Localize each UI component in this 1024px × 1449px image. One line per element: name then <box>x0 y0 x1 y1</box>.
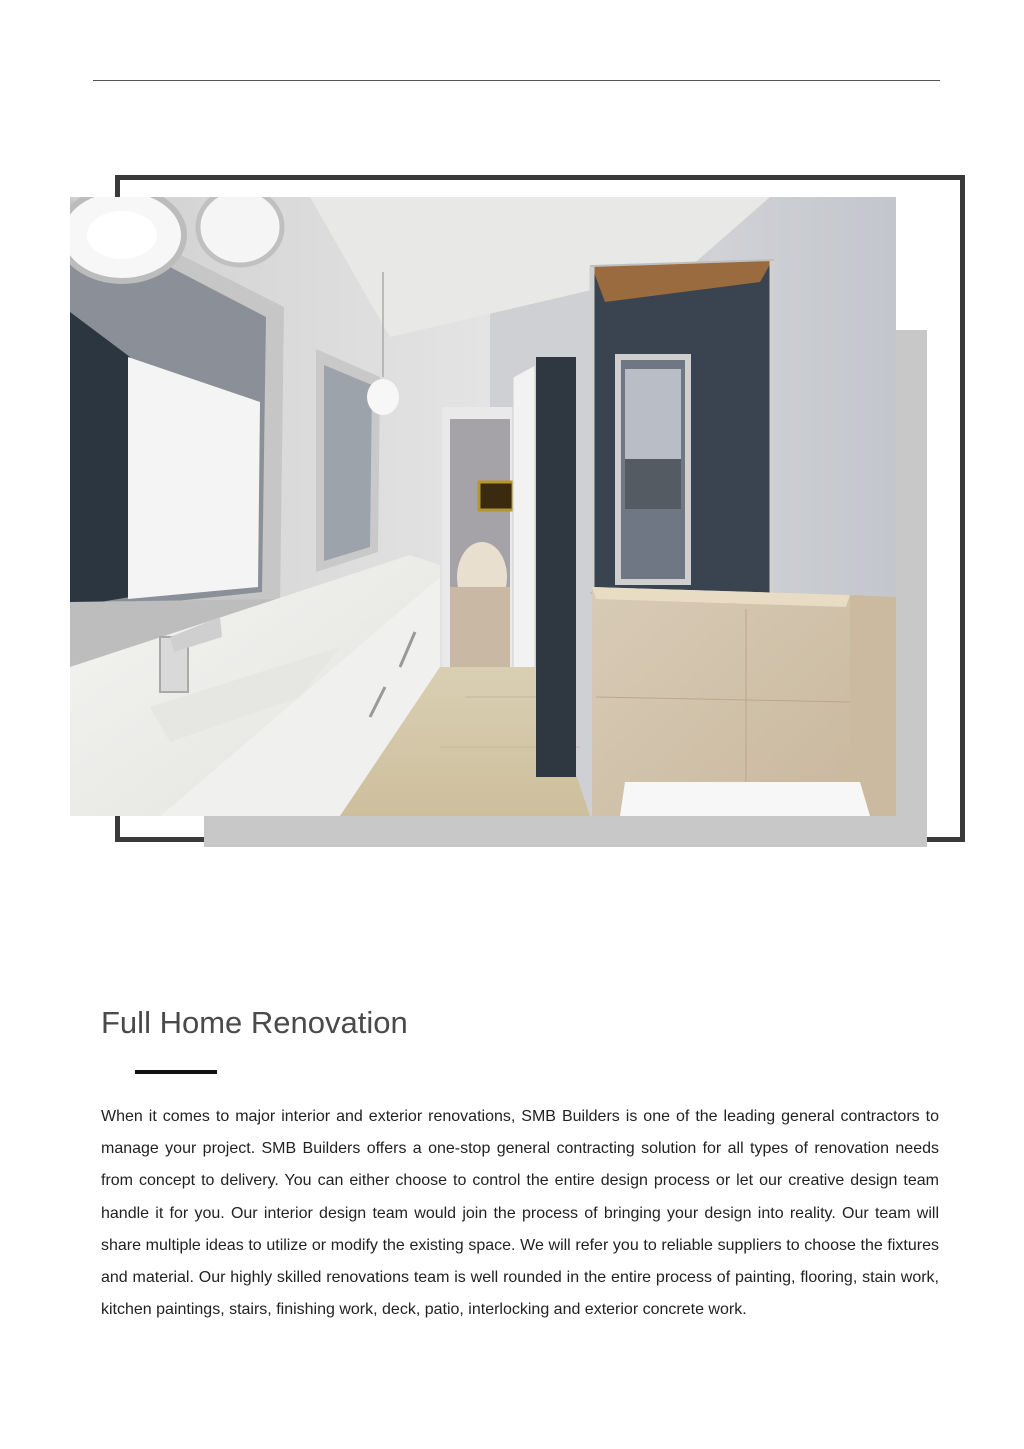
section-heading: Full Home Renovation <box>101 1005 408 1040</box>
heading-accent-bar <box>135 1070 217 1074</box>
body-paragraph: When it comes to major interior and exterior renovations, SMB Builders is one of the leading general contractors to manage your project. SMB Builders offers a one-stop general contracting solution for all types of renovation needs from concept to delivery. You can either choose to control the entire design process or let our creative design team handle it for you. Our interior design team would join the process of bringing your design into reality. Our team will share multiple ideas to utilize or modify the existing space. We will refer you to reliable suppliers to choose the fixtures and material. Our highly skilled renovations team is well rounded in the entire process of painting, flooring, stain work, kitchen paintings, stairs, finishing work, deck, patio, interlocking and exterior concrete work. <box>101 1108 939 1319</box>
top-divider <box>93 80 940 81</box>
bathroom-illustration <box>70 197 896 816</box>
bathroom-photo <box>70 197 896 816</box>
